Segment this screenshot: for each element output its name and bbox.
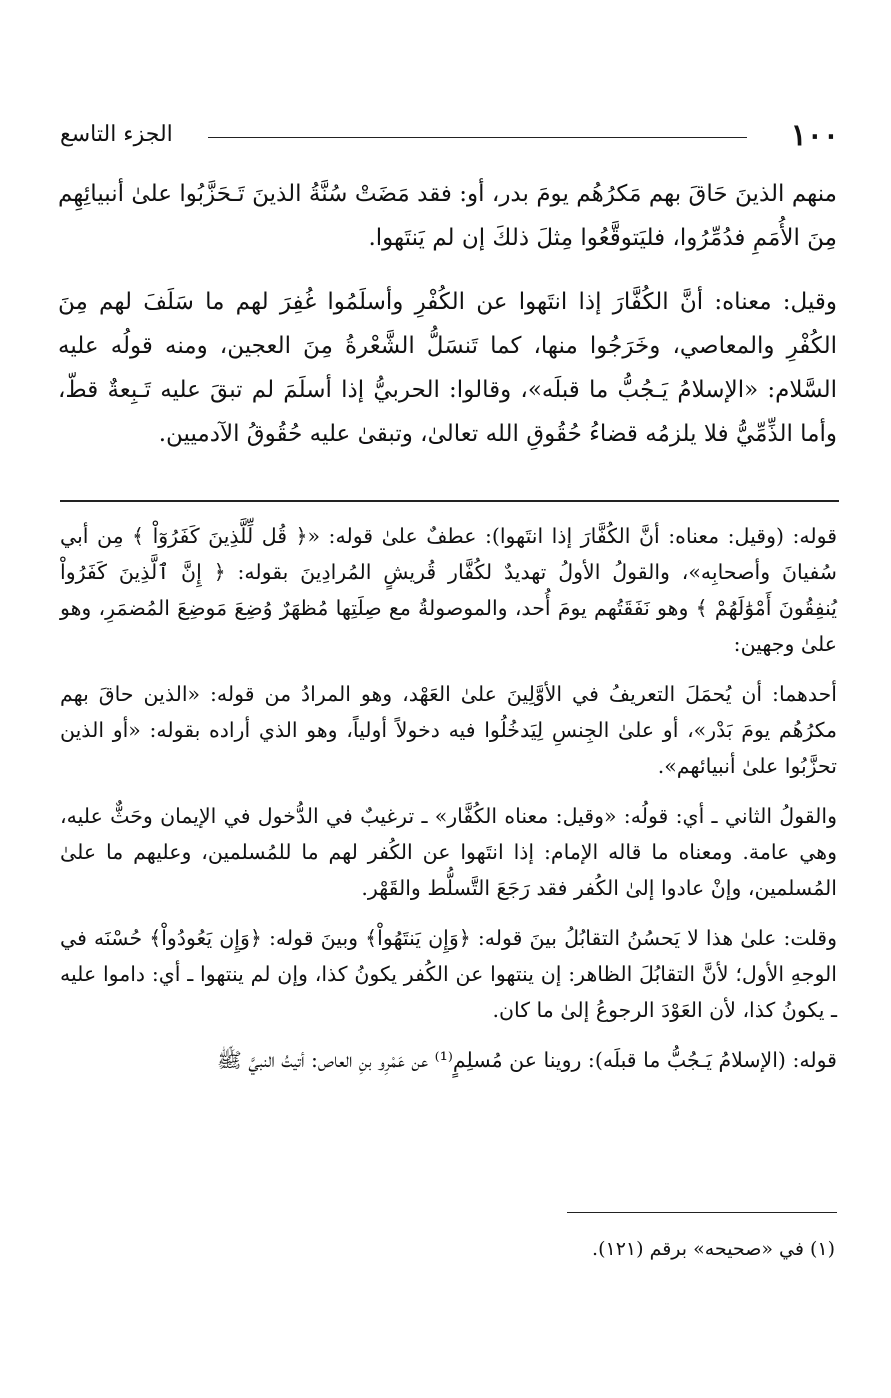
commentary-paragraph: أحدهما: أن يُحمَلَ التعريفُ في الأوَّلِينَ علىٰ العَهْد، وهو المرادُ من قوله: «الذين حاقَ بهم مكرُهُم يومَ بَدْر»، أو علىٰ الجِنسِ لِيَدخُلُوا فيه دخولاً أولياً، وهو الذي أراده بقوله: «أو الذين تحزَّبُوا علىٰ أنبيائهم».	[60, 682, 837, 778]
header-rule	[208, 137, 747, 138]
main-commentary-divider	[60, 500, 839, 502]
footnote: (١) في «صحيحه» برقم (١٢١).	[592, 1238, 835, 1260]
running-head: الجزء التاسع	[60, 122, 173, 147]
page-header	[60, 118, 839, 158]
commentary-paragraph: قوله: (وقيل: معناه: أنَّ الكُفَّارَ إذا انتَهوا): عطفٌ علىٰ قوله: «﴿ قُل لِّلَّذِينَ كَفَرُوٓاْ ﴾ مِن أبي سُفيانَ وأصحابِه»، والقولُ الأولُ تهديدٌ لكُفَّار قُريشٍ المُرادِينَ بقوله: ﴿ إِنَّ ٱلَّذِينَ كَفَرُواْ يُنفِقُونَ أَمْوَٰلَهُمْ ﴾ وهو نَفَقَتُهم يومَ أُحد، والموصولةُ مع صِلَتِها مُظهَرٌ وُضِعَ مَوضِعَ المُضمَرِ، وهو علىٰ وجهين:	[60, 524, 837, 656]
main-paragraph: وقيل: معناه: أنَّ الكُفَّارَ إذا انتَهوا عن الكُفْرِ وأسلَمُوا غُفِرَ لهم ما سَلَفَ لهم مِنَ الكُفْرِ والمعاصي، وخَرَجُوا منها، كما تَنسَلُّ الشَّعْرةُ مِنَ العجين، ومنه قولُه عليه السَّلام: «الإسلامُ يَـجُبُّ ما قبلَه»، وقالوا: الحربيُّ إذا أسلَمَ لم تبقَ عليه تَـبِعةٌ قطّ، وأما الذِّمِّيُّ فلا يلزمُه قضاءُ حُقُوقِ الله تعالىٰ، وتبقىٰ عليه حُقُوقُ الآدميين.	[58, 289, 837, 447]
main-text	[58, 172, 837, 476]
main-paragraph: منهم الذينَ حَاقَ بهم مَكرُهُم يومَ بدر، أو: فقد مَضَتْ سُنَّةُ الذينَ تَـحَزَّبُوا علىٰ أنبيائِهِم مِنَ الأُمَمِ فدُمِّرُوا، فليَتوقَّعُوا مِثلَ ذلكَ إن لم يَنتَهوا.	[58, 181, 837, 251]
commentary-paragraph: وقلت: علىٰ هذا لا يَحسُنُ التقابُلُ بينَ قوله: ﴿وَإِن يَنتَهُواْ﴾ وبينَ قوله: ﴿وَإِن يَعُودُواْ﴾ حُسْنَه في الوجهِ الأول؛ لأنَّ التقابُلَ الظاهر: إن ينتهوا عن الكُفر يكونُ كذا، وإن لم ينتهوا ـ أي: داموا عليه ـ يكونُ كذا، لأن العَوْدَ الرجوعُ إلىٰ ما كان.	[60, 926, 837, 1022]
commentary-paragraph: والقولُ الثاني ـ أي: قولُه: «وقيل: معناه الكُفَّار» ـ ترغيبٌ في الدُّخول في الإيمان وحَثٌّ عليه، وهي عامة. ومعناه ما قاله الإمام: إذا انتَهوا عن الكُفر لهم ما للمُسلمين، وعليهم ما علىٰ المُسلمين، وإنْ عادوا إلىٰ الكُفر فقد رَجَعَ التَّسلُّط والقَهْر.	[60, 804, 837, 900]
footnote-divider	[567, 1212, 837, 1213]
page-number: ١٠٠	[790, 118, 839, 153]
commentary-paragraph: قوله: (الإسلامُ يَـجُبُّ ما قبلَه): روينا عن مُسلِمٍ⁽¹⁾ عن عَمْرِو بنِ العاص: أتيتُ النبيَّ ﷺ	[217, 1048, 837, 1072]
commentary-text	[60, 518, 837, 1092]
